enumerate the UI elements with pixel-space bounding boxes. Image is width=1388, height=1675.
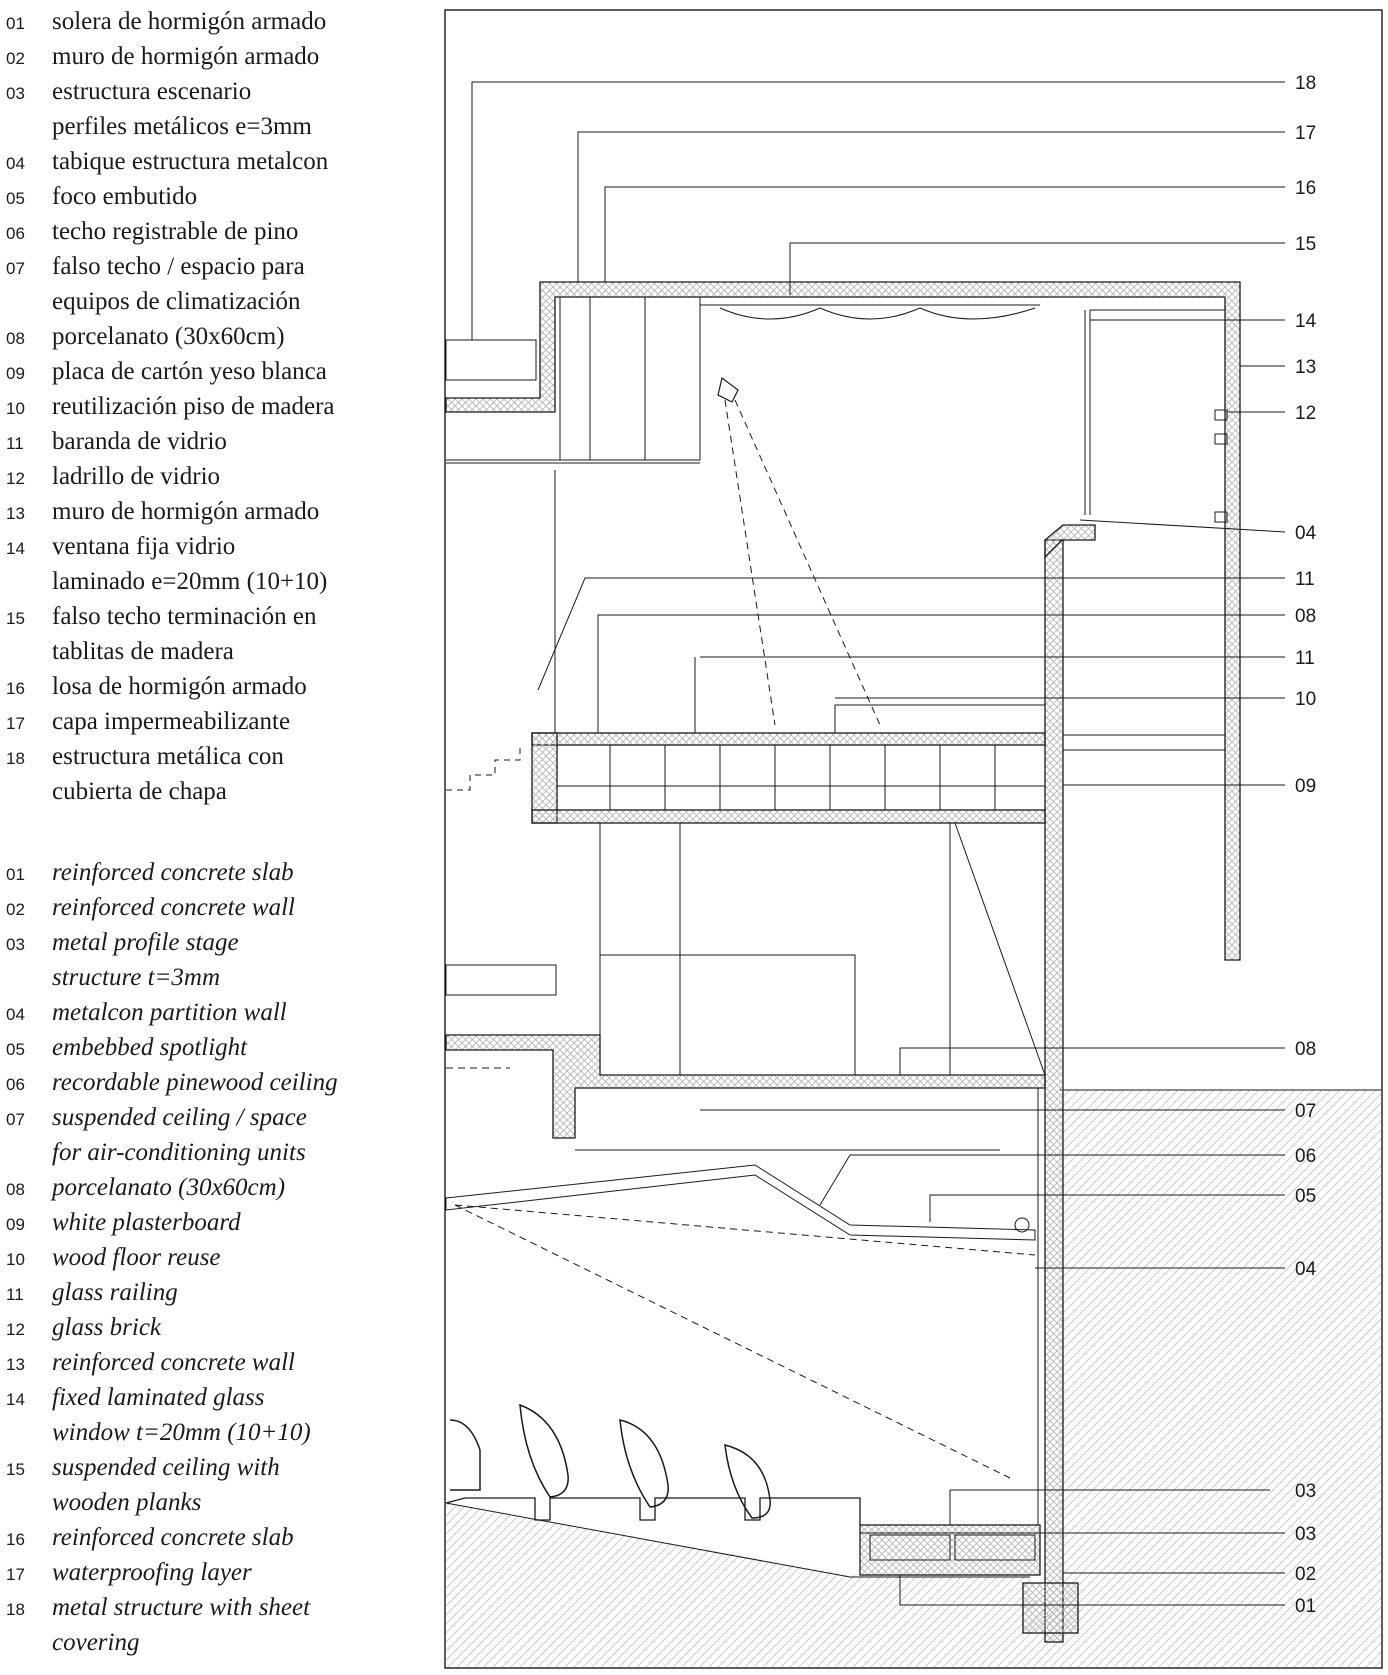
legend-number: 11 (6, 1285, 24, 1304)
legend-text: placa de cartón yeso blanca (52, 358, 327, 385)
legend-text: wood floor reuse (52, 1244, 221, 1271)
legend-number: 09 (6, 364, 25, 383)
legend-text: fixed laminated glass window t=20mm (10+10) (52, 1384, 311, 1446)
legend-number: 03 (6, 84, 25, 103)
legend-number: 16 (6, 679, 25, 698)
callout-label: 04 (1295, 1259, 1317, 1280)
legend-number: 12 (6, 469, 25, 488)
callout-label: 13 (1295, 357, 1317, 378)
stair (446, 745, 520, 790)
legend-text: metal structure with sheet covering (52, 1594, 311, 1656)
callout-label: 06 (1295, 1146, 1317, 1167)
callout-label: 11 (1295, 569, 1315, 590)
callout-label: 09 (1295, 776, 1317, 797)
callout-label: 03 (1295, 1524, 1317, 1545)
legend-text: suspended ceiling with wooden planks (52, 1454, 280, 1516)
legend-number: 15 (6, 609, 25, 628)
legend-text: waterproofing layer (52, 1559, 252, 1586)
legend-text: estructura metálica con cubierta de chapa (52, 743, 284, 805)
legend-number: 03 (6, 935, 25, 954)
legend-number: 10 (6, 1250, 25, 1269)
legend-text: reinforced concrete slab (52, 1524, 294, 1551)
light-projection (446, 400, 1035, 1478)
callout-label: 04 (1295, 523, 1317, 544)
legend-number: 08 (6, 1180, 25, 1199)
spotlight-icon (718, 378, 738, 402)
legend-number: 01 (6, 14, 25, 33)
legend-text: reutilización piso de madera (52, 393, 335, 420)
legend-text: ventana fija vidrio laminado e=20mm (10+10) (52, 533, 328, 595)
legend-text: metal profile stage structure t=3mm (52, 929, 239, 991)
callout-label: 03 (1295, 1481, 1317, 1502)
legend-text: foco embutido (52, 183, 198, 210)
legend-text: porcelanato (30x60cm) (52, 1174, 286, 1201)
legend-number: 05 (6, 189, 25, 208)
legend-number: 04 (6, 1005, 25, 1024)
callout-label: 15 (1295, 234, 1317, 255)
auditorium-seats (450, 1405, 770, 1518)
legend-number: 12 (6, 1320, 25, 1339)
legend-text: suspended ceiling / space for air-conditioning units (52, 1104, 307, 1166)
legend-text: embebbed spotlight (52, 1034, 248, 1061)
legend-number: 10 (6, 399, 25, 418)
legend-number: 08 (6, 329, 25, 348)
legend-number: 02 (6, 49, 25, 68)
legend-text: losa de hormigón armado (52, 673, 307, 700)
callout-label: 08 (1295, 1039, 1317, 1060)
legend-text: solera de hormigón armado (52, 8, 327, 35)
callout-label: 01 (1295, 1596, 1317, 1617)
callout-label: 10 (1295, 689, 1317, 710)
callout-label: 14 (1295, 311, 1317, 332)
legend-number: 14 (6, 1390, 25, 1409)
callout-label: 18 (1295, 73, 1317, 94)
legend-text: reinforced concrete slab (52, 859, 294, 886)
legend-text: reinforced concrete wall (52, 894, 295, 921)
legend-number: 18 (6, 1600, 25, 1619)
legend-text: glass brick (52, 1314, 162, 1341)
legend-number: 05 (6, 1040, 25, 1059)
legend-text: reinforced concrete wall (52, 1349, 295, 1376)
callout-label: 07 (1295, 1101, 1317, 1122)
legend-number: 18 (6, 749, 25, 768)
legend-number: 13 (6, 1355, 25, 1374)
legend-number: 09 (6, 1215, 25, 1234)
legend-text: ladrillo de vidrio (52, 463, 221, 490)
legend-text: muro de hormigón armado (52, 43, 320, 70)
legend-text: techo registrable de pino (52, 218, 299, 245)
legend-text: porcelanato (30x60cm) (52, 323, 285, 350)
legend-number: 11 (6, 434, 24, 453)
legend-text: recordable pinewood ceiling (52, 1069, 338, 1096)
legend-text: glass railing (52, 1279, 178, 1306)
legend-number: 02 (6, 900, 25, 919)
legend-number: 06 (6, 1075, 25, 1094)
legend-number: 17 (6, 714, 25, 733)
legend-text: muro de hormigón armado (52, 498, 320, 525)
legend-text: estructura escenario perfiles metálicos e=3mm (52, 78, 312, 140)
legend-number: 01 (6, 865, 25, 884)
legend-number: 16 (6, 1530, 25, 1549)
legend-text: falso techo terminación en tablitas de madera (52, 603, 317, 665)
legend-text: metalcon partition wall (52, 999, 287, 1026)
legend-text: tabique estructura metalcon (52, 148, 329, 175)
callout-label: 16 (1295, 178, 1317, 199)
callout-label: 05 (1295, 1186, 1317, 1207)
legend-number: 17 (6, 1565, 25, 1584)
legend-text: baranda de vidrio (52, 428, 227, 455)
legend-text: white plasterboard (52, 1209, 241, 1236)
ground-fill (446, 1090, 1381, 1667)
callout-label: 02 (1295, 1564, 1317, 1585)
legend-number: 07 (6, 259, 25, 278)
legend-number: 07 (6, 1110, 25, 1129)
legend-text: falso techo / espacio para equipos de climatización (52, 253, 305, 315)
legend-number: 06 (6, 224, 25, 243)
callout-label: 12 (1295, 403, 1317, 424)
legend-text: capa impermeabilizante (52, 708, 291, 735)
legend-number: 04 (6, 154, 25, 173)
legend-number: 15 (6, 1460, 25, 1479)
callout-label: 08 (1295, 606, 1317, 627)
callout-label: 11 (1295, 648, 1315, 669)
legend-number: 13 (6, 504, 25, 523)
legend-number: 14 (6, 539, 25, 558)
callout-label: 17 (1295, 123, 1317, 144)
